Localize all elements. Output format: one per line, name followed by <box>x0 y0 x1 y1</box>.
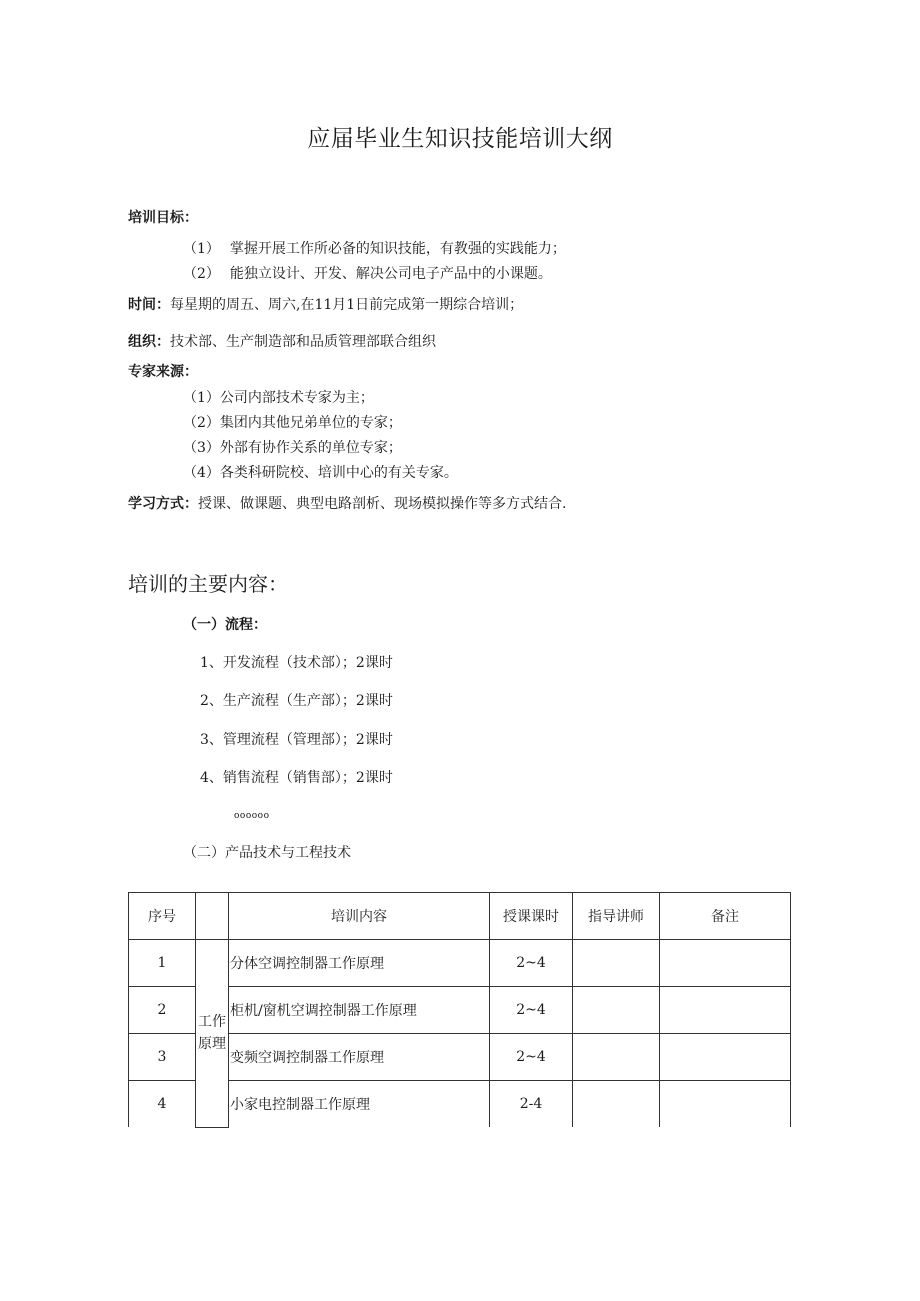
experts-label: 专家来源： <box>128 364 198 380</box>
table-row <box>129 987 791 1034</box>
experts-item: （2）集团内其他兄弟单位的专家； <box>183 415 402 431</box>
row-hours: 2-4 <box>490 1081 573 1128</box>
goal-item <box>183 263 552 283</box>
row-content: 分体空调控制器工作原理 <box>229 940 490 987</box>
time-label: 时间： <box>128 297 170 313</box>
row-content: 变频空调控制器工作原理 <box>229 1034 490 1081</box>
org-line <box>128 331 436 351</box>
flow-item: 4、销售流程（销售部）；2课时 <box>200 770 393 786</box>
main-content-heading: 培训的主要内容： <box>128 572 288 596</box>
table-row <box>129 1034 791 1081</box>
row-note <box>660 940 791 987</box>
header-hours: 授课课时 <box>490 893 573 940</box>
experts-item: （4）各类科研院校、培训中心的有关专家。 <box>183 465 458 481</box>
time-text: 每星期的周五、周六,在11月1日前完成第一期综合培训； <box>170 297 524 313</box>
method-text: 授课、做课题、典型电路剖析、现场模拟操作等多方式结合. <box>198 496 567 512</box>
method-line <box>128 493 566 513</box>
row-teacher <box>573 987 660 1034</box>
row-num: 3 <box>129 1034 196 1081</box>
row-num: 1 <box>129 940 196 987</box>
goal-item-text: 能独立设计、开发、解决公司电子产品中的小课题。 <box>229 266 552 282</box>
header-teacher: 指导讲师 <box>573 893 660 940</box>
row-hours: 2~4 <box>490 987 573 1034</box>
row-content: 柜机/窗机空调控制器工作原理 <box>229 987 490 1034</box>
row-hours: 2~4 <box>490 940 573 987</box>
page-title: 应届毕业生知识技能培训大纲 <box>307 126 613 152</box>
flow-item: 1、开发流程（技术部）；2课时 <box>200 655 393 671</box>
method-label: 学习方式： <box>128 496 198 512</box>
header-group <box>196 893 229 940</box>
header-num: 序号 <box>129 893 196 940</box>
row-note <box>660 1081 791 1128</box>
org-label: 组织： <box>128 334 170 350</box>
flow-item: 3、管理流程（管理部）；2课时 <box>200 732 393 748</box>
experts-item: （1）公司内部技术专家为主； <box>183 390 374 406</box>
org-text: 技术部、生产制造部和品质管理部联合组织 <box>170 334 436 350</box>
goal-item-num: （2） <box>183 266 220 282</box>
time-line <box>128 294 523 314</box>
row-num: 2 <box>129 987 196 1034</box>
table-row <box>129 940 791 987</box>
flow-item: 2、生产流程（生产部）；2课时 <box>200 693 393 709</box>
section2-heading <box>183 842 351 862</box>
section2-heading-text: （二）产品技术与工程技术 <box>183 845 351 861</box>
table-header-row <box>129 893 791 940</box>
header-note: 备注 <box>660 893 791 940</box>
row-note <box>660 987 791 1034</box>
goal-label: 培训目标： <box>128 210 198 226</box>
ellipsis-dots: oooooo <box>234 811 270 821</box>
row-teacher <box>573 940 660 987</box>
goal-item-text: 掌握开展工作所必备的知识技能，有教强的实践能力； <box>229 241 566 257</box>
row-hours: 2~4 <box>490 1034 573 1081</box>
experts-item: （3）外部有协作关系的单位专家； <box>183 440 402 456</box>
header-content: 培训内容 <box>229 893 490 940</box>
goal-item <box>183 238 566 258</box>
table-row <box>129 1081 791 1128</box>
row-teacher <box>573 1081 660 1128</box>
training-table <box>128 892 791 1128</box>
row-content: 小家电控制器工作原理 <box>229 1081 490 1128</box>
goal-item-num: （1） <box>183 241 220 257</box>
row-teacher <box>573 1034 660 1081</box>
group-label: 工作原理 <box>196 940 229 1128</box>
row-note <box>660 1034 791 1081</box>
section1-heading: （一）流程： <box>183 617 267 633</box>
row-num: 4 <box>129 1081 196 1128</box>
